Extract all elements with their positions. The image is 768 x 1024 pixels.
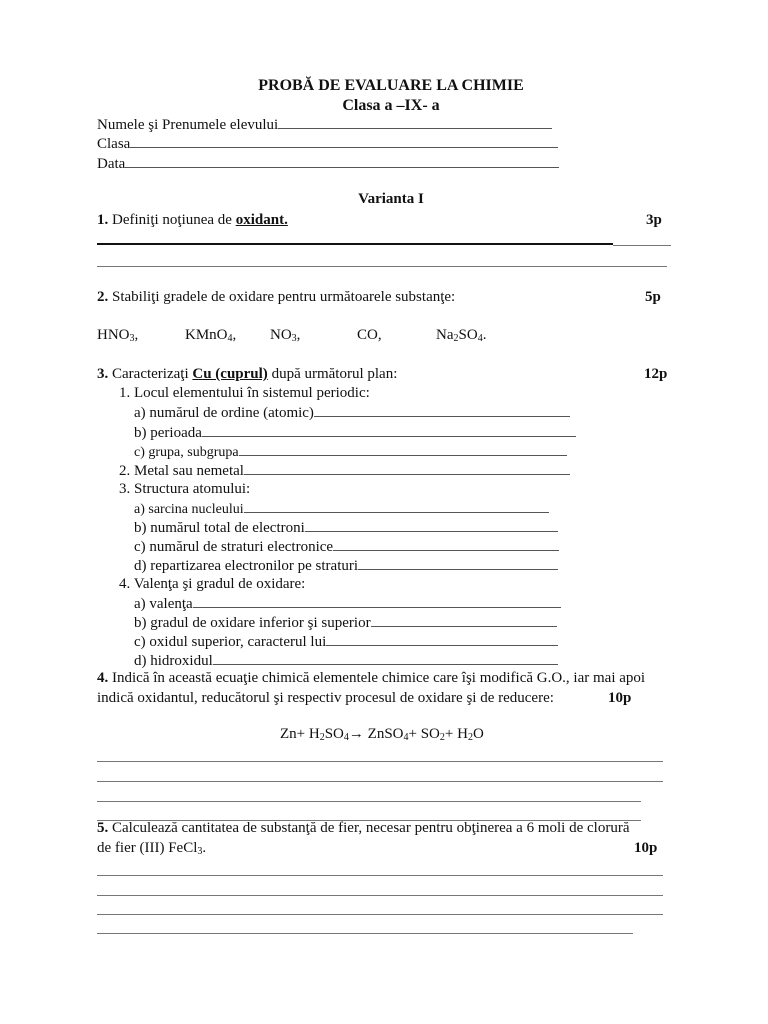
q3-item-3a[interactable]: a) sarcina nucleului bbox=[134, 500, 549, 518]
q3-item-3d[interactable]: d) repartizarea electronilor pe straturi bbox=[134, 557, 558, 575]
q1-number: 1. bbox=[97, 212, 109, 228]
q5-text-2: de fier (III) FeCl$_3$. bbox=[97, 840, 207, 857]
question-5-line-1 bbox=[97, 820, 629, 837]
q1-answer-line-end[interactable] bbox=[613, 245, 671, 246]
class-field[interactable] bbox=[97, 135, 558, 153]
q3-item-4a[interactable]: a) valenţa bbox=[134, 595, 561, 613]
q3-section-4: 4. Valenţa şi gradul de oxidare: bbox=[119, 576, 306, 592]
q1-answer-line[interactable] bbox=[97, 243, 613, 245]
q3-keyword: Cu (cuprul) bbox=[192, 366, 268, 382]
q1-keyword: oxidant. bbox=[235, 212, 288, 228]
q3-item-3b[interactable]: b) numărul total de electroni bbox=[134, 519, 558, 537]
q3-item-1a[interactable]: a) numărul de ordine (atomic) bbox=[134, 404, 570, 422]
q3-points: 12p bbox=[644, 366, 668, 382]
q5-answer-line[interactable] bbox=[97, 933, 633, 934]
formula-kmno4: KMnO$_4$, bbox=[185, 327, 237, 344]
q5-answer-line[interactable] bbox=[97, 875, 663, 876]
student-name-field[interactable] bbox=[97, 116, 552, 134]
q5-answer-line[interactable] bbox=[97, 914, 663, 915]
q4-answer-line[interactable] bbox=[97, 801, 641, 802]
formula-no3: $NO_3$, bbox=[270, 327, 301, 344]
question-3 bbox=[97, 366, 397, 383]
q4-equation: $Zn+ H_2SO_4\to$ ZnSO$_4$+ $SO_2+ H_2O$ bbox=[280, 726, 484, 743]
q3-section-3: 3. Structura atomului: bbox=[119, 481, 251, 497]
page-title: PROBĂ DE EVALUARE LA CHIMIE bbox=[258, 77, 524, 94]
date-label: Data bbox=[97, 156, 126, 172]
question-4-line-1 bbox=[97, 670, 645, 687]
q3-item-1c[interactable]: c) grupa, subgrupa bbox=[134, 443, 567, 461]
q2-points: 5p bbox=[645, 289, 661, 305]
q4-text-1: Indică în această ecuaţie chimică elementele chimice care îşi modifică G.O., iar mai apoi bbox=[112, 670, 646, 686]
q5-text-1: Calculează cantitatea de substanţă de fier, necesar pentru obţinerea a 6 moli de clorură bbox=[112, 820, 630, 836]
class-label: Clasa bbox=[97, 136, 131, 152]
formula-hno3: $HNO_3$, bbox=[97, 327, 139, 344]
q3-item-3c[interactable]: c) numărul de straturi electronice bbox=[134, 538, 559, 556]
q3-text-before: Caracterizaţi bbox=[112, 366, 189, 382]
q3-section-1: 1. Locul elementului în sistemul periodic: bbox=[119, 385, 370, 401]
q3-text-after: după următorul plan: bbox=[271, 366, 398, 382]
q2-number: 2. bbox=[97, 289, 109, 305]
q2-text: Stabiliţi gradele de oxidare pentru următoarele substanţe: bbox=[112, 289, 456, 305]
date-field[interactable] bbox=[97, 155, 559, 173]
q3-number: 3. bbox=[97, 366, 109, 382]
q1-points: 3p bbox=[646, 212, 662, 228]
formula-na2so4: $Na_2SO_4$. bbox=[436, 327, 487, 344]
q4-answer-line[interactable] bbox=[97, 761, 663, 762]
q1-text: Definiţi noţiunea de bbox=[112, 212, 232, 228]
q4-number: 4. bbox=[97, 670, 109, 686]
student-name-label: Numele şi Prenumele elevului bbox=[97, 117, 279, 133]
question-1 bbox=[97, 212, 288, 229]
formula-co: CO, bbox=[357, 327, 382, 343]
q1-answer-line[interactable] bbox=[97, 266, 667, 267]
q4-points: 10p bbox=[608, 690, 632, 706]
q3-item-4b[interactable]: b) gradul de oxidare inferior şi superior bbox=[134, 614, 557, 632]
q4-text-2: indică oxidantul, reducătorul şi respectiv procesul de oxidare şi de reducere: bbox=[97, 690, 554, 706]
q3-item-4c[interactable]: c) oxidul superior, caracterul lui bbox=[134, 633, 558, 651]
q5-number: 5. bbox=[97, 820, 109, 836]
variant-heading: Varianta I bbox=[358, 191, 424, 207]
q5-points: 10p bbox=[634, 840, 658, 856]
q3-item-1b[interactable]: b) perioada bbox=[134, 424, 576, 442]
class-level: Clasa a –IX- a bbox=[342, 97, 440, 114]
q3-item-2[interactable]: 2. Metal sau nemetal bbox=[119, 462, 570, 480]
q3-item-4d[interactable]: d) hidroxidul bbox=[134, 652, 558, 670]
question-2 bbox=[97, 289, 455, 306]
q4-answer-line[interactable] bbox=[97, 781, 663, 782]
q5-answer-line[interactable] bbox=[97, 895, 663, 896]
